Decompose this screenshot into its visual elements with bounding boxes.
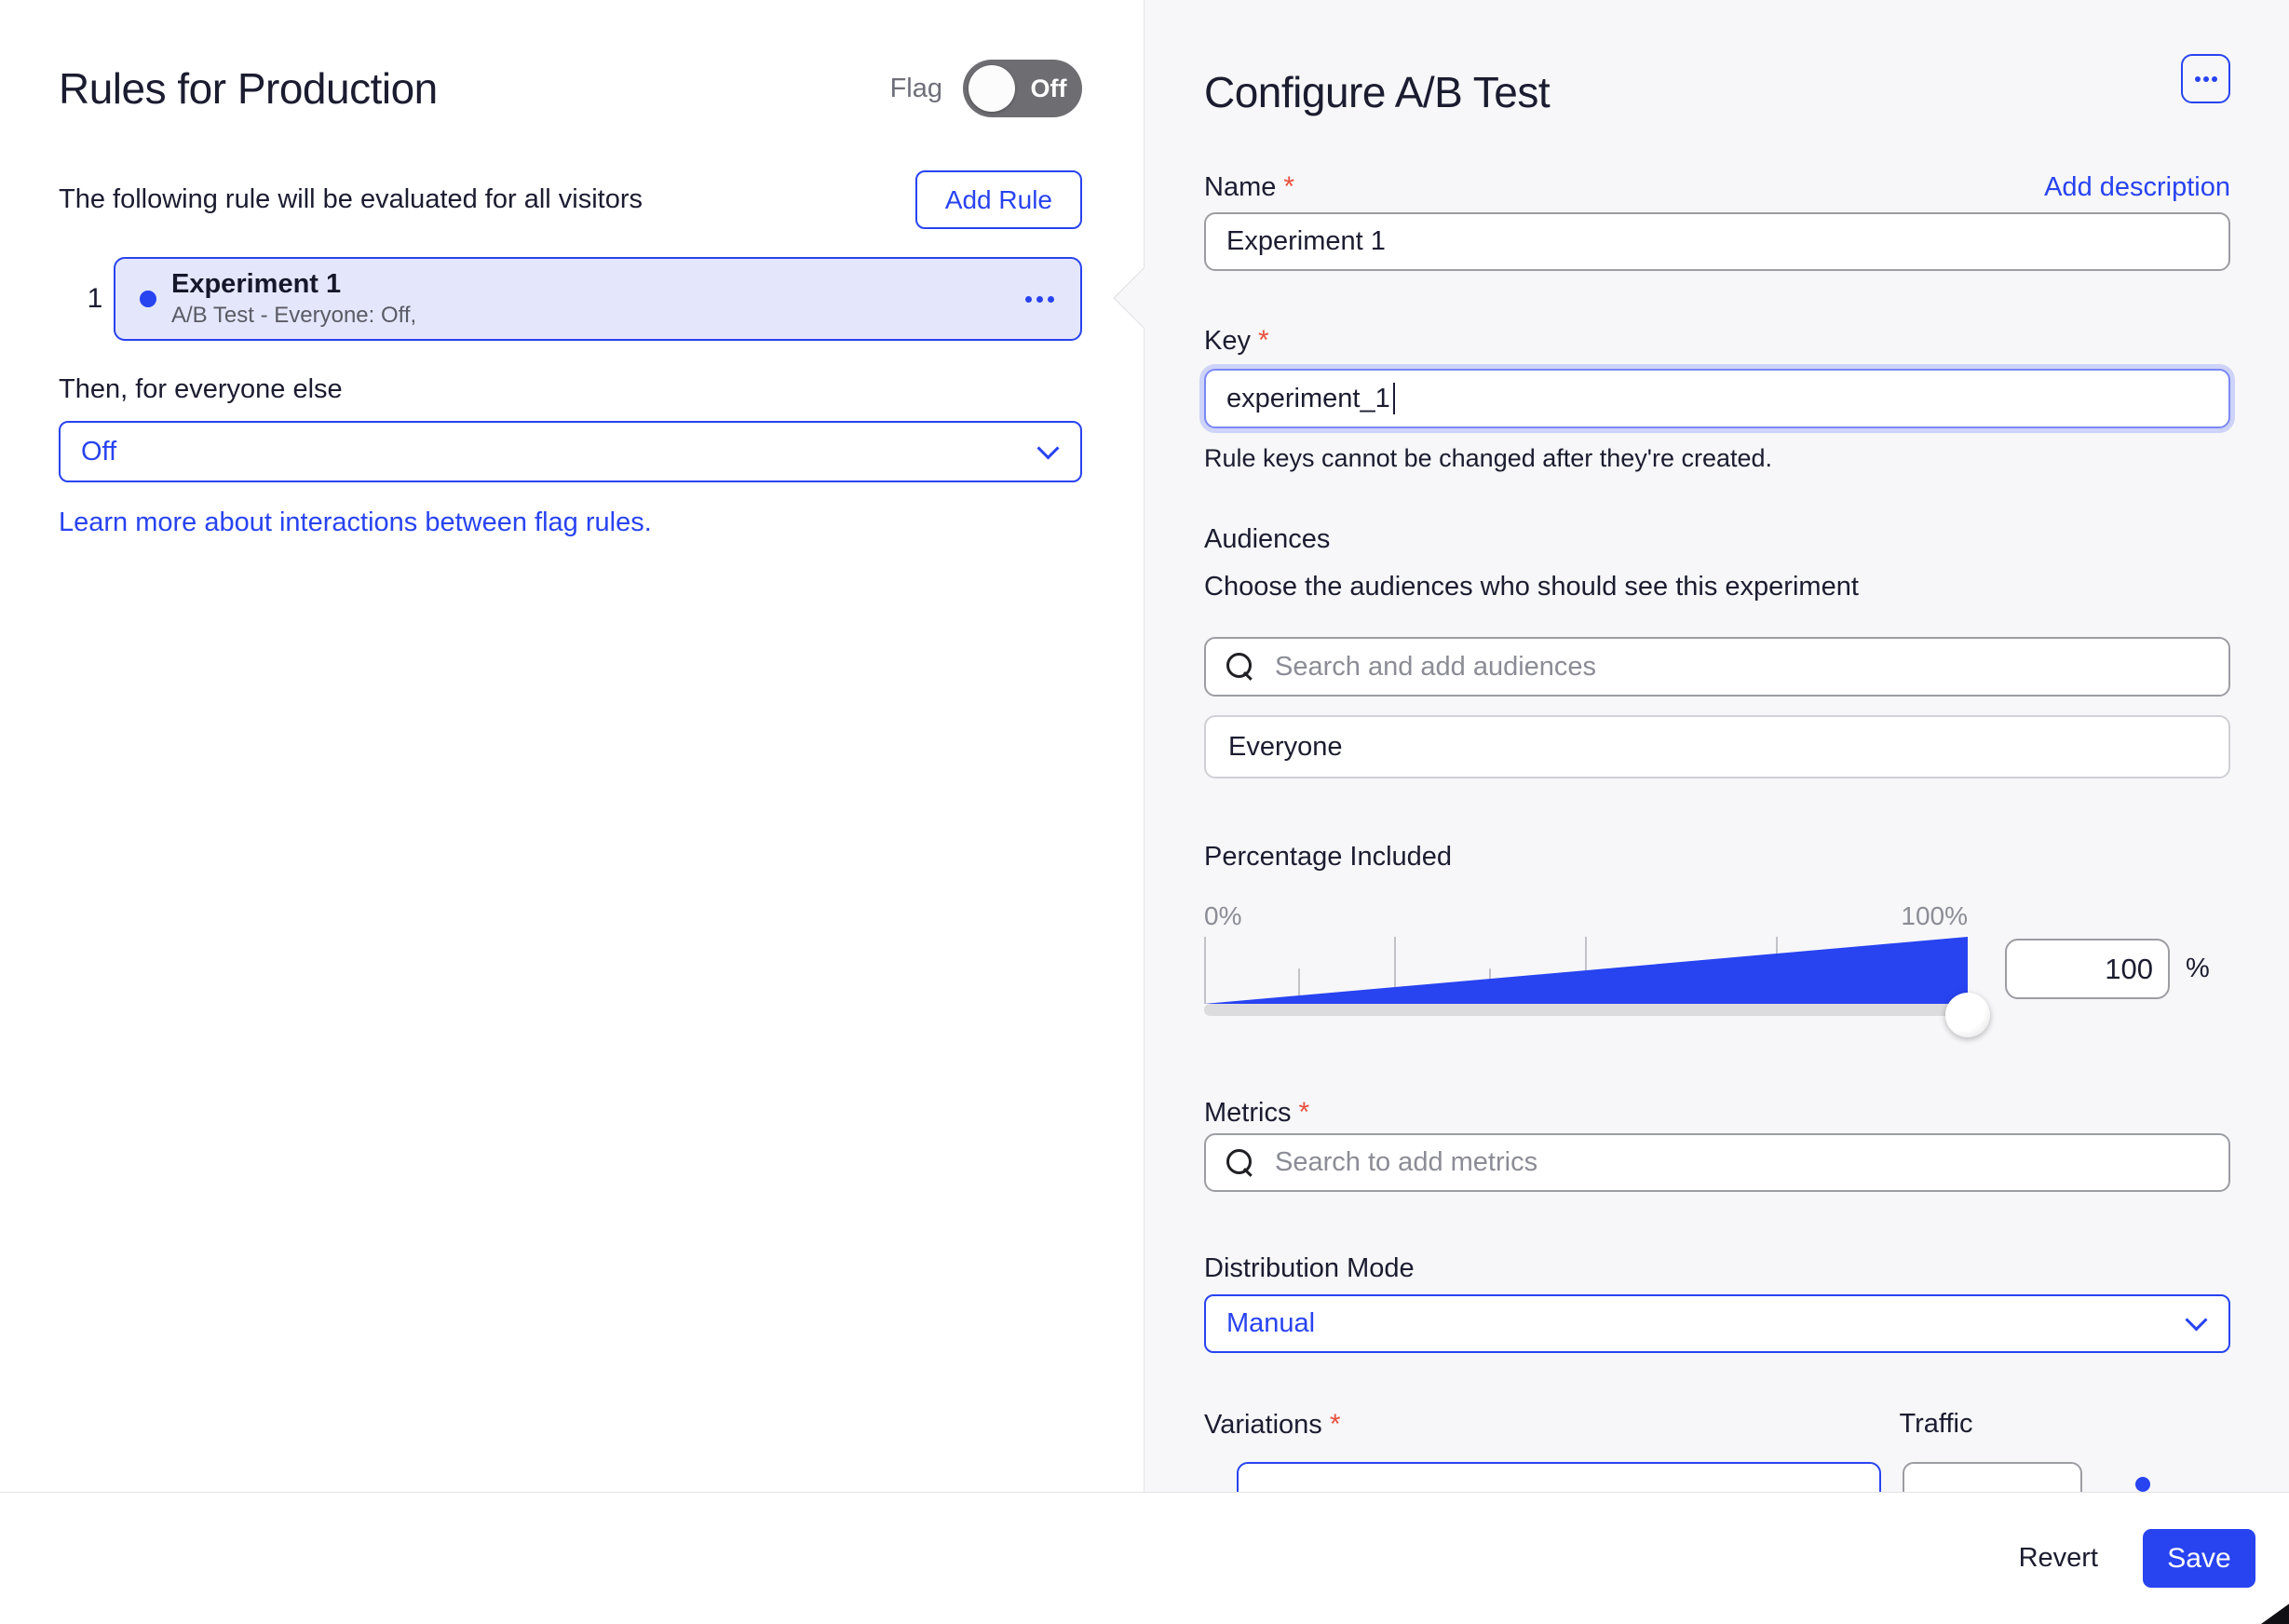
slider-handle[interactable]	[1945, 993, 1990, 1037]
slider-min-label: 0%	[1204, 901, 1242, 930]
save-button[interactable]: Save	[2143, 1529, 2255, 1588]
metrics-label: Metrics	[1204, 1098, 1292, 1128]
chevron-down-icon	[1036, 437, 1059, 459]
key-value: experiment_1	[1226, 383, 1390, 413]
configure-panel	[1144, 0, 2289, 1492]
else-value-select[interactable]	[59, 421, 1082, 482]
else-value: Off	[81, 436, 117, 467]
key-label: Key	[1204, 326, 1251, 356]
distribution-mode-select[interactable]	[1204, 1294, 2230, 1353]
percentage-slider-row	[1204, 901, 2230, 1016]
key-label-row	[1204, 325, 2230, 359]
metrics-label-row	[1204, 1097, 2230, 1130]
name-required-asterisk: *	[1283, 171, 1295, 202]
slider-tick	[1204, 937, 1206, 1004]
slider-track[interactable]	[1204, 1004, 1979, 1016]
audience-search-input[interactable]	[1204, 637, 2230, 697]
rules-title: Rules for Production	[59, 64, 438, 113]
flag-toggle-state: Off	[1030, 74, 1067, 102]
rule-row	[59, 257, 1082, 341]
flag-label: Flag	[889, 73, 942, 103]
variations-header-row	[1204, 1409, 2230, 1442]
flag-toggle[interactable]	[963, 60, 1082, 117]
add-rule-button[interactable]: Add Rule	[915, 170, 1082, 229]
variations-required-asterisk: *	[1329, 1409, 1341, 1440]
rule-texts	[171, 269, 1025, 329]
percentage-input[interactable]	[2005, 939, 2170, 999]
add-description-link[interactable]: Add description	[2044, 172, 2230, 202]
rule-card-experiment-1[interactable]	[114, 257, 1082, 341]
traffic-label: Traffic	[1899, 1409, 1973, 1439]
variation-traffic-input[interactable]	[1903, 1462, 2082, 1492]
percent-sign: %	[2186, 954, 2210, 983]
audience-search-wrap	[1204, 637, 2230, 697]
toggle-knob-icon	[968, 65, 1015, 112]
chevron-down-icon	[2185, 1308, 2207, 1331]
panel-more-button[interactable]	[2181, 54, 2230, 103]
rule-status-dot-icon	[140, 291, 156, 307]
percentage-slider[interactable]	[1204, 937, 1968, 1016]
audiences-description: Choose the audiences who should see this experiment	[1204, 572, 1859, 602]
distribution-mode-label: Distribution Mode	[1204, 1253, 1415, 1283]
name-label: Name	[1204, 172, 1277, 202]
name-label-row	[1204, 171, 2230, 205]
footer-bar	[0, 1492, 2289, 1624]
rule-eval-row	[59, 170, 1082, 229]
variation-name-input[interactable]	[1237, 1462, 1881, 1492]
else-label: Then, for everyone else	[59, 374, 343, 404]
audiences-label: Audiences	[1204, 524, 1331, 554]
metrics-required-asterisk: *	[1298, 1097, 1310, 1128]
audience-everyone-item[interactable]: Everyone	[1204, 715, 2230, 778]
rule-summary: A/B Test - Everyone: Off,	[171, 303, 417, 329]
variation-row-partial	[1204, 1462, 2230, 1492]
percentage-label: Percentage Included	[1204, 842, 1453, 872]
rule-eval-text: The following rule will be evaluated for all visitors	[59, 184, 643, 214]
rules-header	[59, 56, 1082, 121]
key-note: Rule keys cannot be changed after they're created.	[1204, 444, 1773, 472]
metrics-search-input[interactable]	[1204, 1133, 2230, 1192]
slider-minmax	[1204, 901, 1968, 932]
revert-button[interactable]: Revert	[2018, 1543, 2098, 1573]
rule-more-menu-icon[interactable]	[1025, 296, 1054, 303]
distribution-mode-value: Manual	[1226, 1308, 1316, 1338]
configure-title: Configure A/B Test	[1204, 68, 1551, 116]
slider-col	[1204, 901, 1968, 1016]
rules-panel	[0, 0, 1144, 1492]
variations-label: Variations	[1204, 1410, 1322, 1440]
key-required-asterisk: *	[1257, 325, 1269, 356]
variation-dot-icon	[2135, 1477, 2150, 1492]
learn-more-link[interactable]: Learn more about interactions between flag rules.	[59, 508, 652, 537]
metrics-search-wrap	[1204, 1133, 2230, 1192]
text-cursor	[1393, 383, 1395, 414]
rule-index: 1	[87, 283, 103, 314]
rule-name: Experiment 1	[171, 269, 342, 300]
kebab-dots-icon	[2195, 76, 2201, 82]
percentage-input-wrap	[2005, 939, 2210, 1016]
key-input[interactable]	[1204, 369, 2230, 428]
configure-header	[1204, 54, 2230, 117]
name-input[interactable]	[1204, 212, 2230, 271]
slider-max-label: 100%	[1901, 901, 1968, 930]
